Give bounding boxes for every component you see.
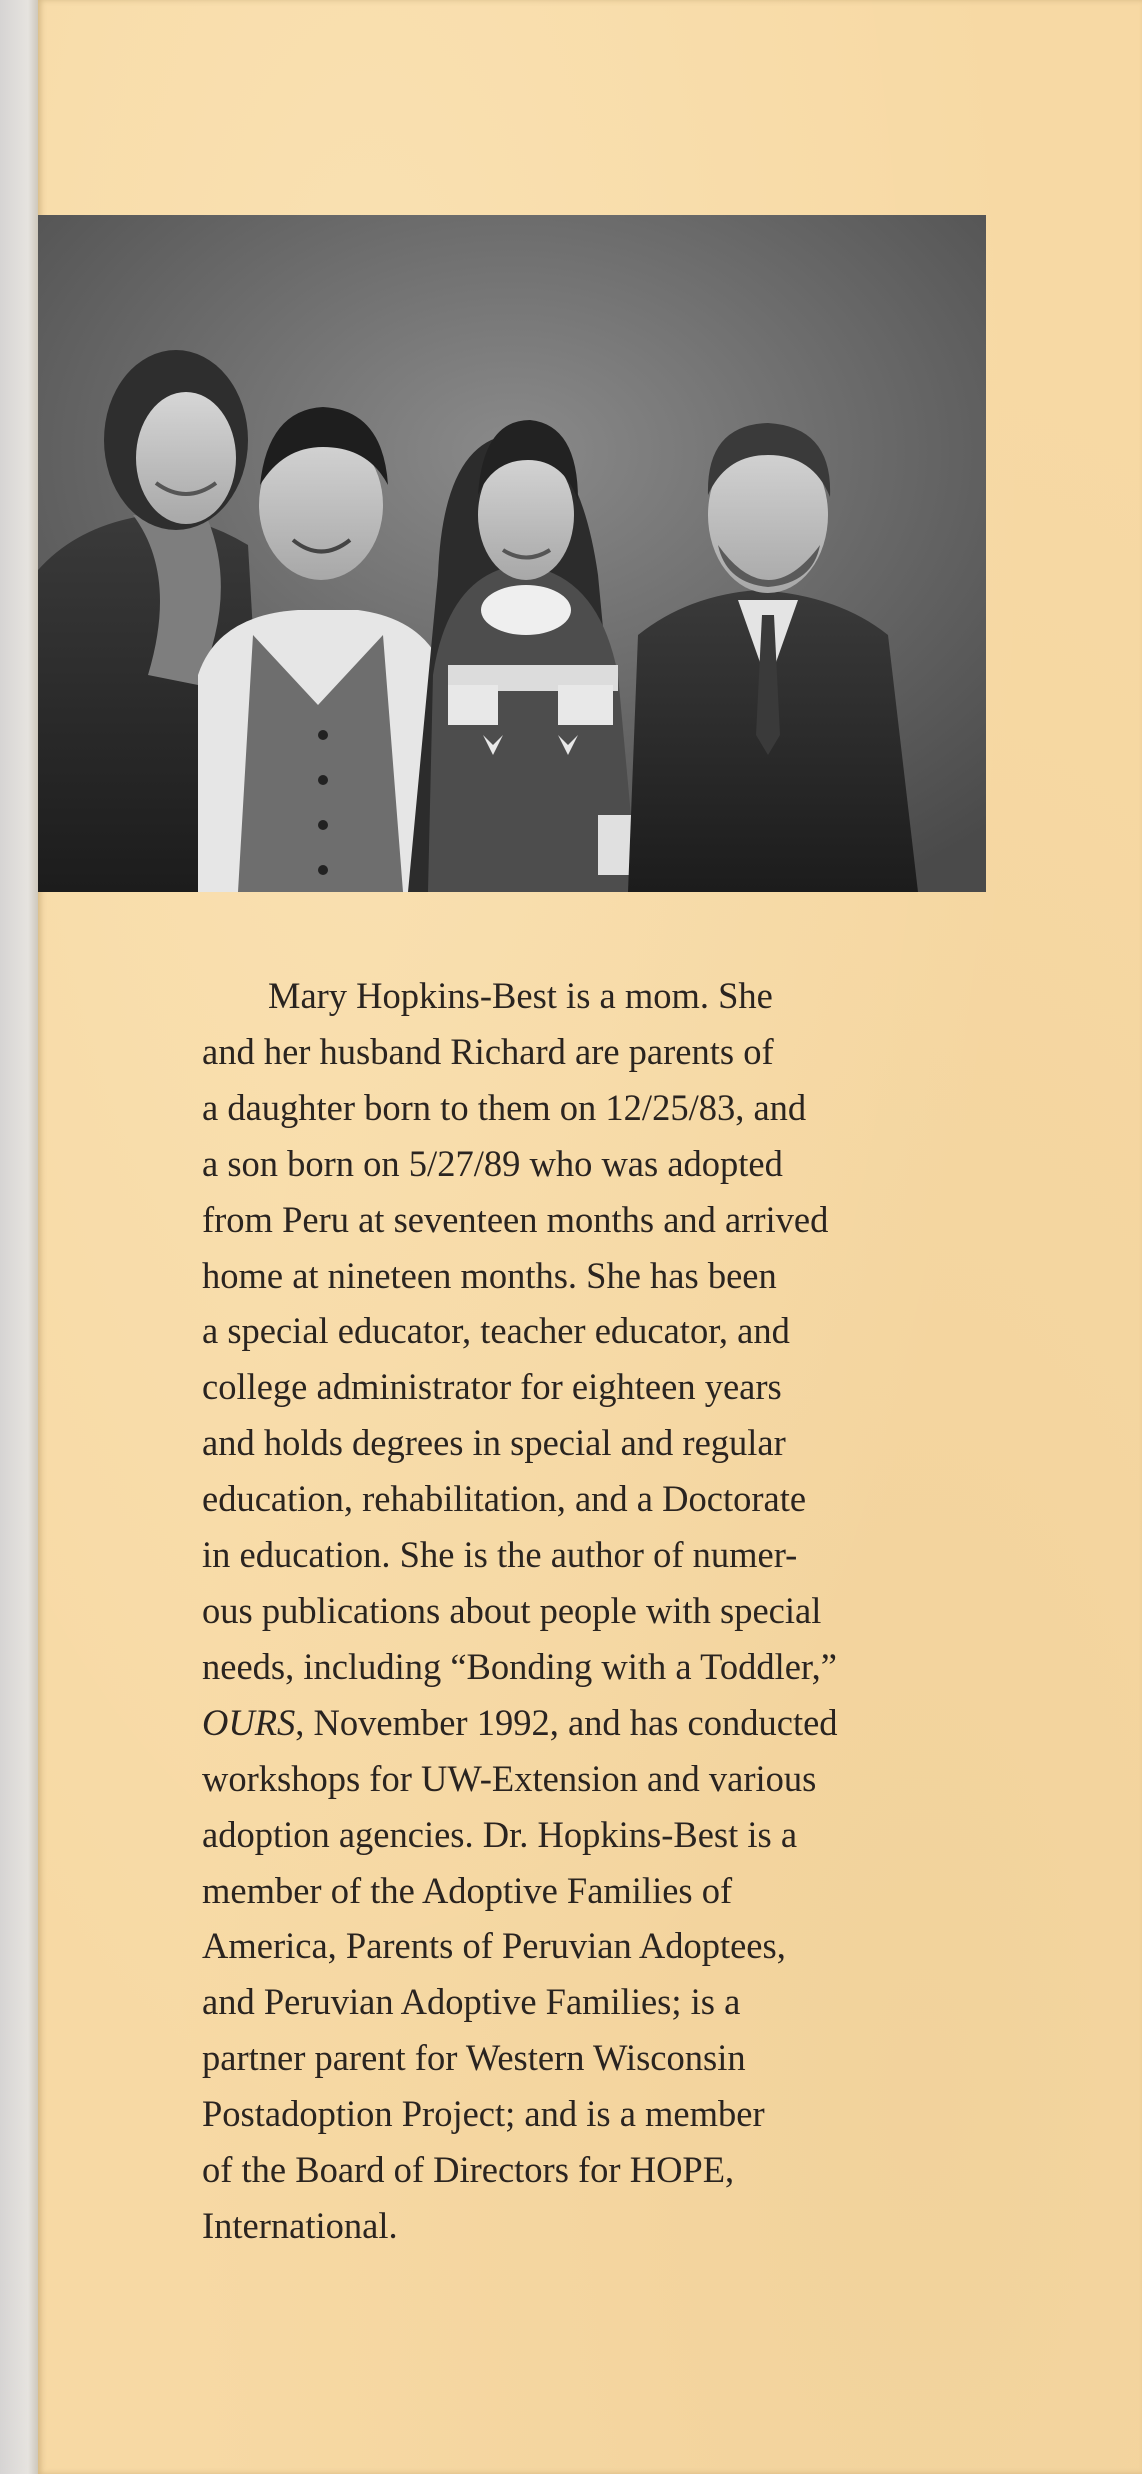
bio-line: ous publications about people with special [202,1589,822,1631]
bio-line: a son born on 5/27/89 who was adopted [202,1142,783,1184]
publication-title: OURS [202,1701,296,1743]
bio-line: America, Parents of Peruvian Adoptees, [202,1925,786,1967]
bio-line: home at nineteen months. She has been [202,1254,777,1296]
bio-line: and holds degrees in special and regular [202,1422,786,1464]
book-cover-flap [38,0,1142,2474]
family-photo [38,215,986,892]
bio-line: college administrator for eighteen years [202,1366,782,1408]
bio-line: Postadoption Project; and is a member [202,2093,765,2135]
bio-line: education, rehabilitation, and a Doctorate [202,1478,807,1520]
bio-line: International. [202,2204,398,2246]
bio-line [202,1695,1022,1751]
bio-line: workshops for UW-Extension and various [202,1757,817,1799]
bio-line: a daughter born to them on 12/25/83, and [202,1086,807,1128]
bio-line: Mary Hopkins-Best is a mom. She [268,975,773,1016]
bio-line: adoption agencies. Dr. Hopkins-Best is a [202,1813,798,1855]
bio-line: and Peruvian Adoptive Families; is a [202,1981,741,2023]
bio-line: in education. She is the author of numer- [202,1534,798,1576]
bio-line: a special educator, teacher educator, and [202,1310,790,1352]
bio-line-fragment: , November 1992, and has conducted [295,1701,838,1743]
bio-line: from Peru at seventeen months and arrived [202,1198,829,1240]
scanner-bed [0,0,40,2474]
bio-line: of the Board of Directors for HOPE, [202,2149,735,2191]
author-biography [202,968,1022,2254]
bio-line: partner parent for Western Wisconsin [202,2037,746,2079]
bio-line: needs, including “Bonding with a Toddler,” [202,1645,837,1687]
bio-line: and her husband Richard are parents of [202,1030,774,1072]
bio-line: member of the Adoptive Families of [202,1869,733,1911]
